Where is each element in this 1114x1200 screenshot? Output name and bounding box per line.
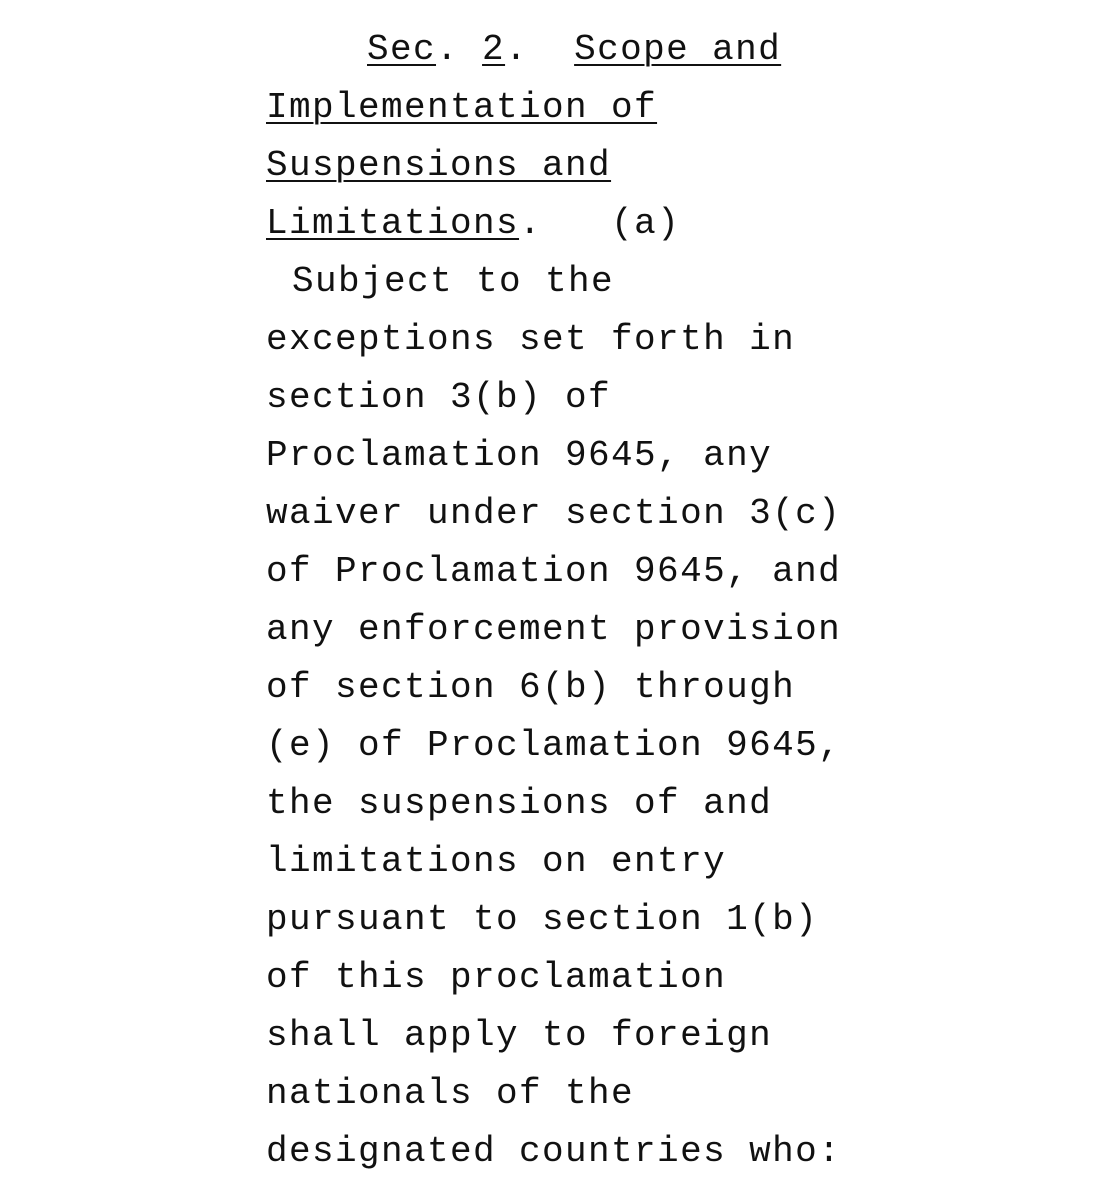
body-line: designated countries who: bbox=[266, 1131, 842, 1172]
body-line: of this proclamation bbox=[266, 957, 727, 998]
section-title-part-2: Implementation of bbox=[266, 87, 658, 128]
body-line: Subject to the bbox=[292, 261, 615, 302]
section-label-dot: . bbox=[436, 29, 460, 70]
body-line: the suspensions of and bbox=[266, 783, 773, 824]
body-line: nationals of the bbox=[266, 1073, 635, 1114]
body-line: Proclamation 9645, any bbox=[266, 435, 773, 476]
body-line: exceptions set forth in bbox=[266, 319, 796, 360]
section-title-dot: . bbox=[519, 203, 543, 244]
section-title-part-1: Scope and bbox=[574, 29, 782, 70]
section-title-part-3: Suspensions and bbox=[266, 145, 612, 186]
body-line: any enforcement provision bbox=[266, 609, 842, 650]
section-heading-line-2 bbox=[266, 86, 657, 130]
body-line: of Proclamation 9645, and bbox=[266, 551, 842, 592]
body-line: waiver under section 3(c) bbox=[266, 493, 842, 534]
section-heading-line-1 bbox=[367, 28, 781, 72]
section-number: 2 bbox=[482, 29, 506, 70]
body-line: limitations on entry bbox=[266, 841, 727, 882]
body-line: section 3(b) of bbox=[266, 377, 612, 418]
body-line: pursuant to section 1(b) bbox=[266, 899, 819, 940]
section-heading-line-3 bbox=[266, 144, 611, 188]
section-number-dot: . bbox=[505, 29, 529, 70]
section-label: Sec bbox=[367, 29, 437, 70]
subsection-label: (a) bbox=[611, 203, 681, 244]
section-title-part-4: Limitations bbox=[266, 203, 520, 244]
section-heading-line-4 bbox=[266, 202, 680, 246]
body-line: (e) of Proclamation 9645, bbox=[266, 725, 842, 766]
body-line: of section 6(b) through bbox=[266, 667, 796, 708]
body-line: shall apply to foreign bbox=[266, 1015, 773, 1056]
